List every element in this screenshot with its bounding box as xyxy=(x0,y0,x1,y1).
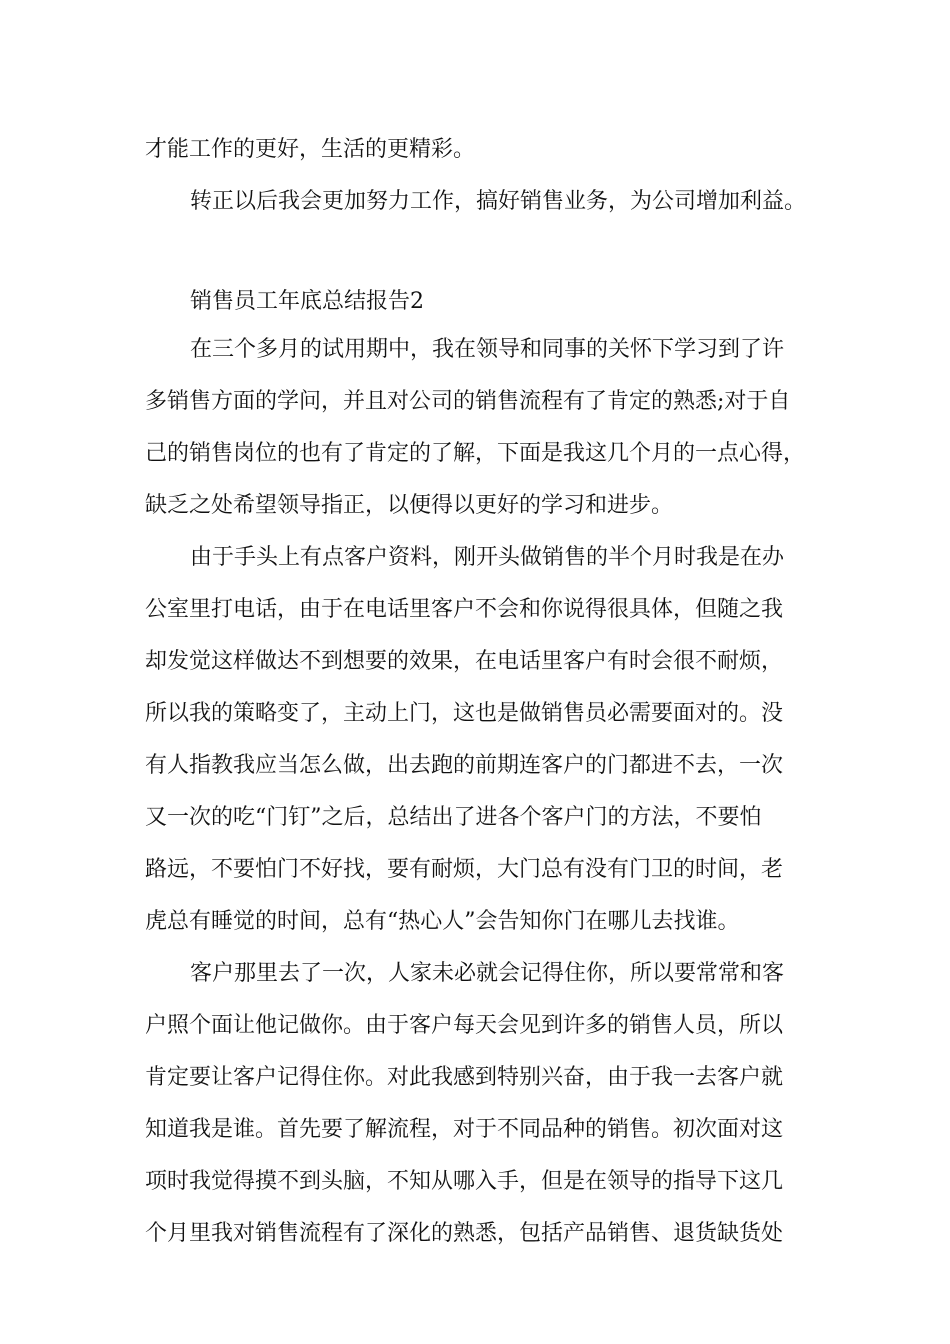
text-line: 己的销售岗位的也有了肯定的了解，下面是我这几个月的一点心得， xyxy=(145,441,806,466)
text-line: 客户那里去了一次，人家未必就会记得住你，所以要常常和客 xyxy=(190,961,785,986)
text-line: 项时我觉得摸不到头脑，不知从哪入手，但是在领导的指导下这几 xyxy=(145,1169,784,1194)
text-line: 在三个多月的试用期中，我在领导和同事的关怀下学习到了许 xyxy=(190,337,785,362)
text-line: 转正以后我会更加努力工作，搞好销售业务，为公司增加利益。 xyxy=(190,189,807,214)
text-line: 户照个面让他记做你。由于客户每天会见到许多的销售人员，所以 xyxy=(145,1013,784,1038)
text-line: 肯定要让客户记得住你。对此我感到特别兴奋，由于我一去客户就 xyxy=(145,1065,784,1090)
text-line: 路远，不要怕门不好找，要有耐烦，大门总有没有门卫的时间，老 xyxy=(145,857,784,882)
text-line: 多销售方面的学问，并且对公司的销售流程有了肯定的熟悉;对于自 xyxy=(145,389,791,414)
text-line: 却发觉这样做达不到想要的效果，在电话里客户有时会很不耐烦， xyxy=(145,649,784,674)
text-line: 才能工作的更好，生活的更精彩。 xyxy=(145,137,476,162)
text-line: 由于手头上有点客户资料，刚开头做销售的半个月时我是在办 xyxy=(190,545,785,570)
text-line: 又一次的吃“门钉”之后，总结出了进各个客户门的方法，不要怕 xyxy=(145,805,762,830)
text-line: 缺乏之处希望领导指正，以便得以更好的学习和进步。 xyxy=(145,493,674,518)
text-line: 公室里打电话，由于在电话里客户不会和你说得很具体，但随之我 xyxy=(145,597,784,622)
text-line: 个月里我对销售流程有了深化的熟悉，包括产品销售、退货缺货处 xyxy=(145,1221,784,1246)
text-line: 虎总有睡觉的时间，总有“热心人”会告知你门在哪儿去找谁。 xyxy=(145,909,740,934)
section-heading: 销售员工年底总结报告2 xyxy=(190,289,424,314)
text-line: 有人指教我应当怎么做，出去跑的前期连客户的门都进不去，一次 xyxy=(145,753,784,778)
text-line: 知道我是谁。首先要了解流程，对于不同品种的销售。初次面对这 xyxy=(145,1117,784,1142)
text-line: 所以我的策略变了，主动上门，这也是做销售员必需要面对的。没 xyxy=(145,701,784,726)
